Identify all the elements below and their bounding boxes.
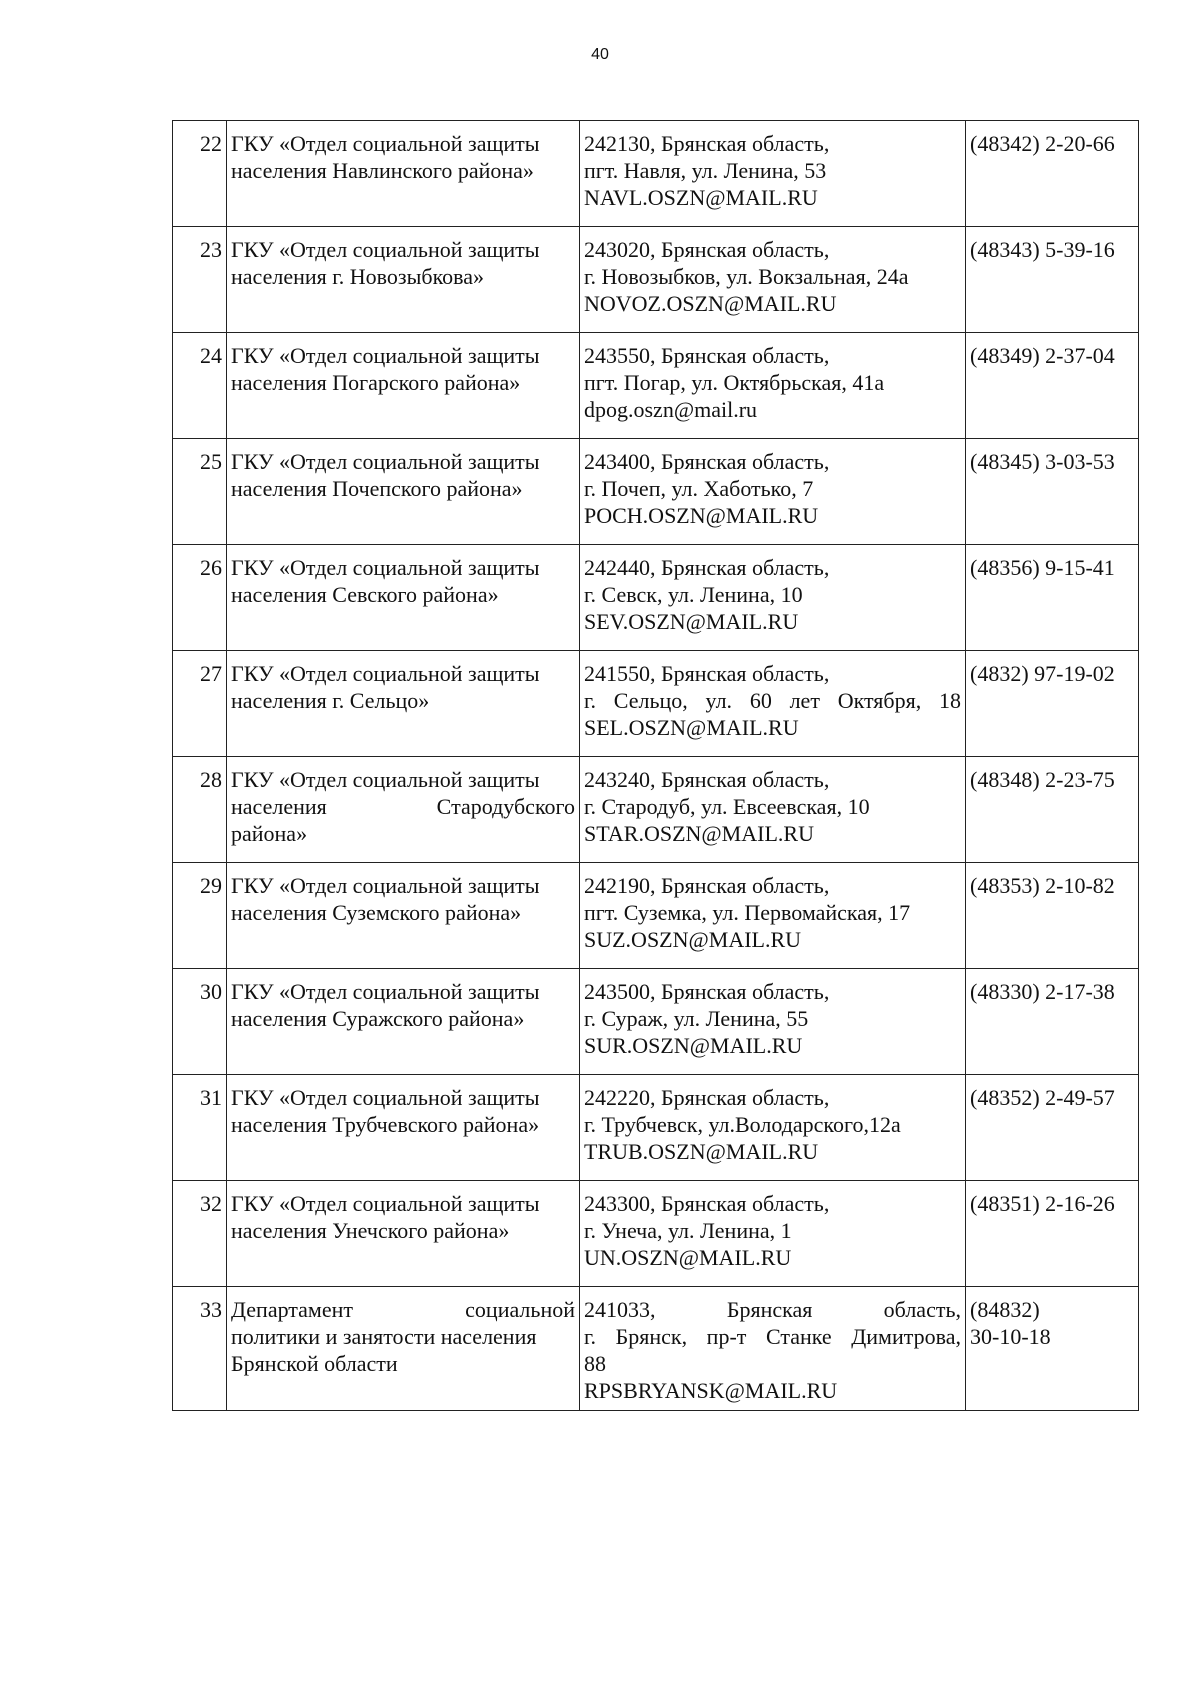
organization-name-line: населения Суземского района» (231, 900, 522, 925)
address-line: TRUB.OSZN@MAIL.RU (584, 1139, 819, 1164)
organization-cell (227, 1075, 580, 1181)
row-number: 30 (173, 969, 227, 1075)
address-line: г. Стародуб, ул. Евсеевская, 10 (584, 794, 870, 819)
organization-name-line: населения Севского района» (231, 582, 499, 607)
row-number: 27 (173, 651, 227, 757)
address-line: 243550, Брянская область, (584, 343, 830, 368)
address-line: 243400, Брянская область, (584, 449, 830, 474)
address-line: г. Севск, ул. Ленина, 10 (584, 582, 803, 607)
row-number: 32 (173, 1181, 227, 1287)
address-cell (580, 1075, 966, 1181)
phone-line: (48348) 2-23-75 (970, 767, 1115, 792)
table-row (173, 1181, 1139, 1287)
phone-line: 30-10-18 (970, 1324, 1051, 1349)
phone-line: (48342) 2-20-66 (970, 131, 1115, 156)
organization-name-line: населения Навлинского района» (231, 158, 534, 183)
address-line: NAVL.OSZN@MAIL.RU (584, 185, 818, 210)
organization-name-line: ГКУ «Отдел социальной защиты (231, 767, 540, 792)
organization-cell (227, 757, 580, 863)
phone-cell (966, 1181, 1139, 1287)
address-line: 241033, Брянская область, (584, 1297, 961, 1322)
address-cell (580, 121, 966, 227)
address-line: 243300, Брянская область, (584, 1191, 830, 1216)
table-row (173, 439, 1139, 545)
social-protection-offices-table (172, 120, 1139, 1411)
organization-cell (227, 651, 580, 757)
address-cell (580, 651, 966, 757)
table-row (173, 863, 1139, 969)
address-line: г. Брянск, пр-т Станке Димитрова, (584, 1324, 961, 1349)
address-line: SUZ.OSZN@MAIL.RU (584, 927, 802, 952)
organization-name-line: населения г. Сельцо» (231, 688, 430, 713)
phone-cell (966, 121, 1139, 227)
row-number: 26 (173, 545, 227, 651)
address-line: UN.OSZN@MAIL.RU (584, 1245, 792, 1270)
organization-name-line: населения Унечского района» (231, 1218, 510, 1243)
organization-name-line: ГКУ «Отдел социальной защиты (231, 555, 540, 580)
phone-cell (966, 333, 1139, 439)
organization-name-line: населения Суражского района» (231, 1006, 525, 1031)
organization-name-line: ГКУ «Отдел социальной защиты (231, 661, 540, 686)
row-number: 31 (173, 1075, 227, 1181)
table-row (173, 651, 1139, 757)
address-line: 241550, Брянская область, (584, 661, 830, 686)
phone-cell (966, 439, 1139, 545)
address-line: пгт. Суземка, ул. Первомайская, 17 (584, 900, 911, 925)
organization-cell (227, 545, 580, 651)
phone-line: (48345) 3-03-53 (970, 449, 1115, 474)
table-row (173, 1287, 1139, 1411)
address-line: 242440, Брянская область, (584, 555, 830, 580)
address-line: г. Унеча, ул. Ленина, 1 (584, 1218, 792, 1243)
phone-line: (48351) 2-16-26 (970, 1191, 1115, 1216)
organization-cell (227, 1287, 580, 1411)
organization-name-line: населения г. Новозыбкова» (231, 264, 485, 289)
address-line: SEV.OSZN@MAIL.RU (584, 609, 799, 634)
phone-cell (966, 651, 1139, 757)
address-line: 243020, Брянская область, (584, 237, 830, 262)
row-number: 23 (173, 227, 227, 333)
address-cell (580, 969, 966, 1075)
row-number: 28 (173, 757, 227, 863)
organization-name-line: ГКУ «Отдел социальной защиты (231, 237, 540, 262)
organization-name-line: Департамент социальной (231, 1297, 575, 1322)
address-line: 88 (584, 1351, 606, 1376)
phone-line: (48353) 2-10-82 (970, 873, 1115, 898)
address-line: dpog.oszn@mail.ru (584, 397, 758, 422)
address-line: 243500, Брянская область, (584, 979, 830, 1004)
address-line: 242190, Брянская область, (584, 873, 830, 898)
address-cell (580, 227, 966, 333)
phone-line: (48343) 5-39-16 (970, 237, 1115, 262)
organization-name-line: политики и занятости населения (231, 1324, 537, 1349)
organization-cell (227, 121, 580, 227)
address-line: 243240, Брянская область, (584, 767, 830, 792)
address-cell (580, 1287, 966, 1411)
address-line: STAR.OSZN@MAIL.RU (584, 821, 814, 846)
address-line: 242130, Брянская область, (584, 131, 830, 156)
table-row (173, 227, 1139, 333)
organization-name-line: ГКУ «Отдел социальной защиты (231, 873, 540, 898)
phone-cell (966, 757, 1139, 863)
address-cell (580, 439, 966, 545)
phone-cell (966, 545, 1139, 651)
organization-cell (227, 863, 580, 969)
table-row (173, 757, 1139, 863)
organization-name-line: населения Стародубского (231, 794, 575, 819)
organization-cell (227, 969, 580, 1075)
organization-name-line: населения Почепского района» (231, 476, 523, 501)
address-line: 242220, Брянская область, (584, 1085, 830, 1110)
address-line: SUR.OSZN@MAIL.RU (584, 1033, 803, 1058)
phone-cell (966, 1287, 1139, 1411)
row-number: 24 (173, 333, 227, 439)
phone-line: (48356) 9-15-41 (970, 555, 1115, 580)
phone-line: (48352) 2-49-57 (970, 1085, 1115, 1110)
row-number: 22 (173, 121, 227, 227)
address-line: POCH.OSZN@MAIL.RU (584, 503, 819, 528)
organization-name-line: ГКУ «Отдел социальной защиты (231, 343, 540, 368)
table-row (173, 1075, 1139, 1181)
address-cell (580, 545, 966, 651)
page-number: 40 (591, 46, 609, 63)
phone-cell (966, 227, 1139, 333)
address-cell (580, 333, 966, 439)
organization-cell (227, 1181, 580, 1287)
organization-name-line: ГКУ «Отдел социальной защиты (231, 449, 540, 474)
organization-name-line: населения Трубчевского района» (231, 1112, 540, 1137)
row-number: 29 (173, 863, 227, 969)
table-row (173, 545, 1139, 651)
organization-cell (227, 227, 580, 333)
organization-name-line: населения Погарского района» (231, 370, 521, 395)
address-cell (580, 757, 966, 863)
organization-name-line: ГКУ «Отдел социальной защиты (231, 1085, 540, 1110)
organization-cell (227, 333, 580, 439)
table-row (173, 121, 1139, 227)
organization-cell (227, 439, 580, 545)
organization-name-line: района» (231, 821, 308, 846)
table-body (173, 121, 1139, 1411)
phone-line: (4832) 97-19-02 (970, 661, 1115, 686)
table-row (173, 333, 1139, 439)
address-line: г. Почеп, ул. Хаботько, 7 (584, 476, 814, 501)
phone-line: (84832) (970, 1297, 1040, 1322)
organization-name-line: ГКУ «Отдел социальной защиты (231, 131, 540, 156)
organization-name-line: ГКУ «Отдел социальной защиты (231, 979, 540, 1004)
address-line: пгт. Погар, ул. Октябрьская, 41а (584, 370, 885, 395)
address-line: г. Сураж, ул. Ленина, 55 (584, 1006, 809, 1031)
phone-cell (966, 969, 1139, 1075)
row-number: 33 (173, 1287, 227, 1411)
address-line: г. Новозыбков, ул. Вокзальная, 24а (584, 264, 909, 289)
address-line: RPSBRYANSK@MAIL.RU (584, 1378, 838, 1403)
address-line: SEL.OSZN@MAIL.RU (584, 715, 799, 740)
address-line: NOVOZ.OSZN@MAIL.RU (584, 291, 837, 316)
organization-name-line: Брянской области (231, 1351, 398, 1376)
phone-line: (48349) 2-37-04 (970, 343, 1115, 368)
phone-line: (48330) 2-17-38 (970, 979, 1115, 1004)
address-cell (580, 1181, 966, 1287)
phone-cell (966, 863, 1139, 969)
address-line: г. Сельцо, ул. 60 лет Октября, 18 (584, 688, 961, 713)
table-row (173, 969, 1139, 1075)
phone-cell (966, 1075, 1139, 1181)
address-line: г. Трубчевск, ул.Володарского,12а (584, 1112, 901, 1137)
organization-name-line: ГКУ «Отдел социальной защиты (231, 1191, 540, 1216)
address-line: пгт. Навля, ул. Ленина, 53 (584, 158, 827, 183)
row-number: 25 (173, 439, 227, 545)
address-cell (580, 863, 966, 969)
